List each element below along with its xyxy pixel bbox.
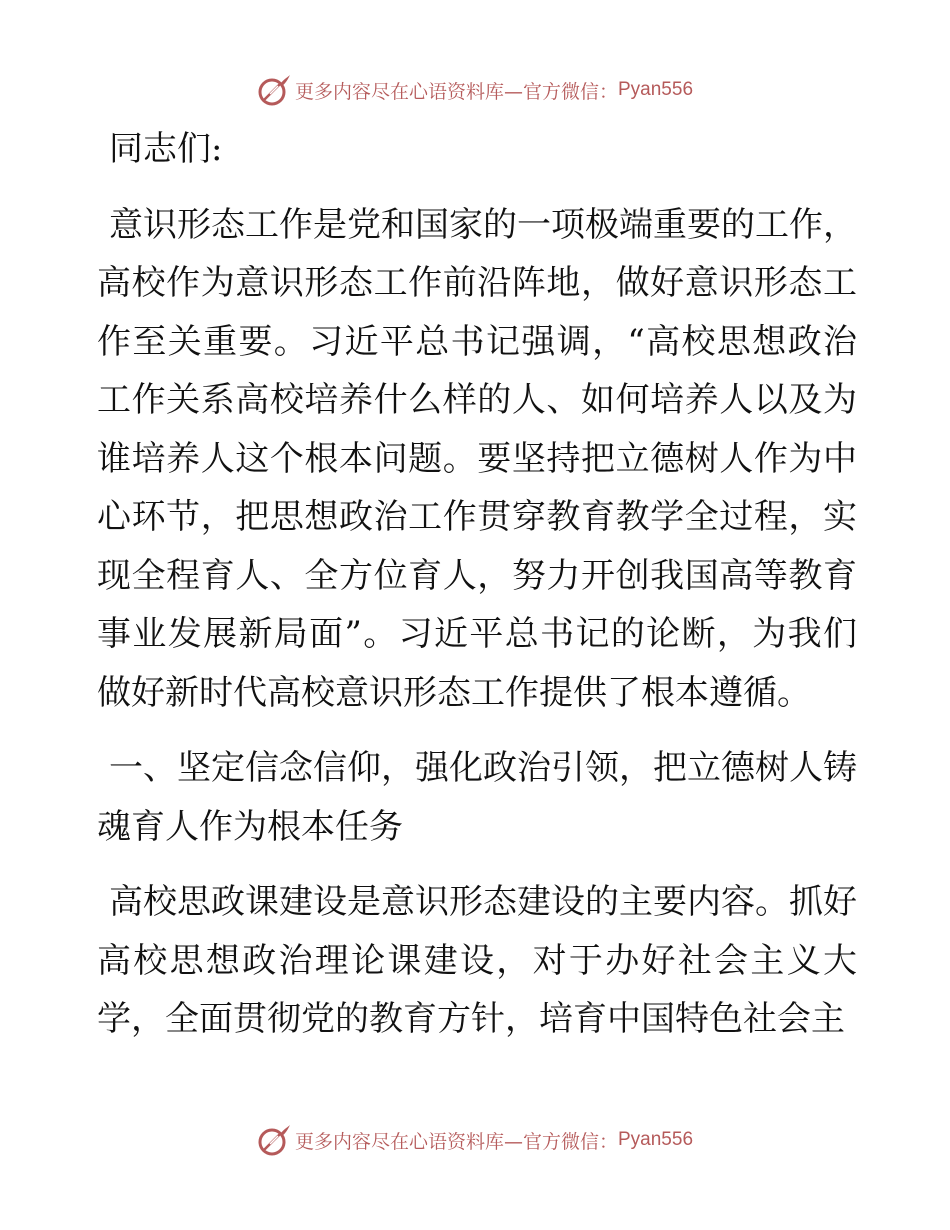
paragraph: 高校思政课建设是意识形态建设的主要内容。抓好高校思想政治理论课建设，对于办好社会主义大学，全面贯彻党的教育方针，培育中国特色社会主 <box>97 882 857 1039</box>
wechat-id: Pyan556 <box>618 1129 694 1150</box>
section-heading: 一、坚定信念信仰，强化政治引领，把立德树人铸魂育人作为根本任务 <box>97 748 857 847</box>
document-body <box>97 120 857 1049</box>
greeting: 同志们: <box>109 129 223 169</box>
wechat-id: Pyan556 <box>618 79 694 100</box>
paragraph: 意识形态工作是党和国家的一项极端重要的工作，高校作为意识形态工作前沿阵地，做好意识形态工作至关重要。习近平总书记强调，“高校思想政治工作关系高校培养什么样的人、如何培养人以及为谁培养人这个根本问题。要坚持把立德树人作为中心环节，把思想政治工作贯穿教育教学全过程，实现全程育人、全方位育人，努力开创我国高等教育事业发展新局面”。习近平总书记的论断，为我们做好新时代高校意识形态工作提供了根本遵循。 <box>97 204 857 713</box>
header-banner <box>0 70 950 110</box>
quill-logo-icon <box>257 73 291 107</box>
footer-banner <box>0 1120 950 1160</box>
banner-text: 更多内容尽在心语资料库—官方微信： <box>294 1130 618 1153</box>
quill-logo-icon <box>257 1123 291 1157</box>
banner-text: 更多内容尽在心语资料库—官方微信： <box>294 80 618 103</box>
